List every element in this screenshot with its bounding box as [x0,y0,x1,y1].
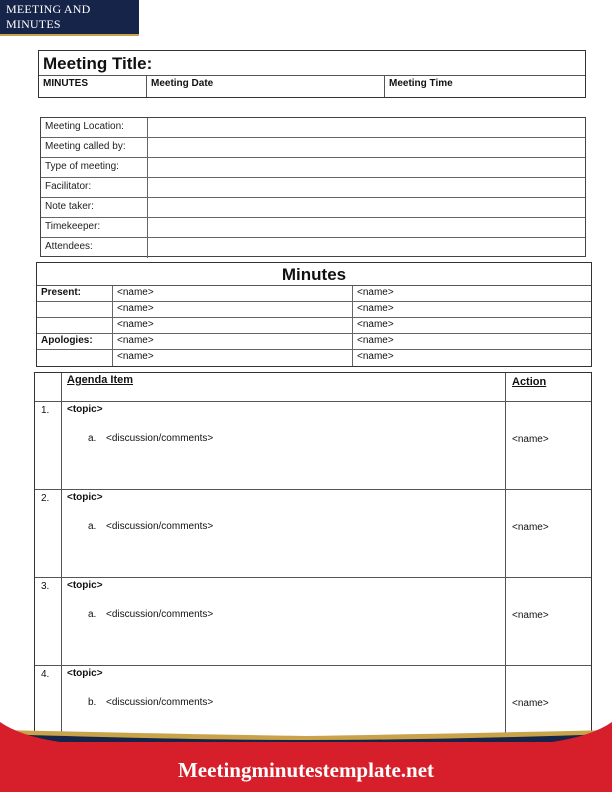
action-header: Action [512,376,547,388]
agenda-header-num [35,373,62,401]
info-value-field[interactable] [148,158,585,177]
info-label: Meeting called by: [41,138,148,157]
footer-website-text[interactable]: Meetingminutestemplate.net [177,758,435,782]
minutes-row [37,350,591,366]
agenda-topic: <topic> [67,668,103,679]
action-cell[interactable]: <name> [512,434,549,445]
sub-item-letter: b. [88,697,97,708]
meeting-title-table [38,50,586,98]
agenda-row [35,402,591,490]
minutes-row [37,334,591,350]
agenda-item-cell[interactable] [62,490,506,577]
minutes-row-label [37,318,113,333]
discussion-text: <discussion/comments> [106,609,214,620]
action-cell[interactable]: <name> [512,522,549,533]
name-cell[interactable]: <name> [357,335,394,346]
info-label: Meeting Location: [41,118,148,137]
minutes-table [36,262,592,367]
info-value-field[interactable] [148,118,585,137]
minutes-heading: Minutes [37,263,591,286]
header-badge [0,0,139,36]
info-row [41,238,585,258]
minutes-row-label: Present: [37,286,113,301]
info-value-field[interactable] [148,138,585,157]
sub-item-letter: a. [88,521,97,532]
meeting-time-label: Meeting Time [389,78,453,89]
minutes-row-label: Apologies: [37,334,113,349]
info-value-field[interactable] [148,218,585,237]
discussion-text: <discussion/comments> [106,433,214,444]
agenda-row [35,578,591,666]
info-row [41,198,585,218]
agenda-item-header: Agenda Item [62,373,506,401]
name-cell[interactable]: <name> [357,319,394,330]
discussion-text: <discussion/comments> [106,697,214,708]
agenda-topic: <topic> [67,492,103,503]
name-cell[interactable]: <name> [113,350,353,366]
name-cell[interactable]: <name> [113,286,353,301]
minutes-row [37,318,591,334]
name-cell[interactable]: <name> [113,302,353,317]
info-label: Timekeeper: [41,218,148,237]
info-row [41,138,585,158]
info-label: Attendees: [41,238,148,258]
action-cell[interactable]: <name> [512,698,549,709]
minutes-row-label [37,302,113,317]
name-cell[interactable]: <name> [113,318,353,333]
info-label: Facilitator: [41,178,148,197]
name-cell[interactable]: <name> [357,287,394,298]
agenda-number: 2. [35,490,62,577]
name-cell[interactable]: <name> [357,351,394,362]
agenda-header-row [35,373,591,402]
discussion-text: <discussion/comments> [106,521,214,532]
meeting-info-table [40,117,586,257]
action-cell[interactable]: <name> [512,610,549,621]
agenda-table [34,372,592,740]
minutes-row-label [37,350,113,366]
info-label: Note taker: [41,198,148,217]
info-value-field[interactable] [148,238,585,258]
badge-text: MEETING AND MINUTES [6,2,91,31]
agenda-number: 3. [35,578,62,665]
agenda-row [35,490,591,578]
name-cell[interactable]: <name> [113,334,353,349]
name-cell[interactable]: <name> [357,303,394,314]
agenda-item-cell[interactable] [62,578,506,665]
agenda-number: 1. [35,402,62,489]
info-row [41,178,585,198]
info-row [41,118,585,138]
minutes-row [37,302,591,318]
minutes-label: MINUTES [39,76,147,97]
minutes-row [37,286,591,302]
title-subrow [39,76,585,97]
info-value-field[interactable] [148,198,585,217]
info-value-field[interactable] [148,178,585,197]
info-row [41,218,585,238]
info-row [41,158,585,178]
agenda-topic: <topic> [67,404,103,415]
agenda-topic: <topic> [67,580,103,591]
sub-item-letter: a. [88,609,97,620]
agenda-number: 4. [35,666,62,740]
meeting-date-label: Meeting Date [147,76,385,97]
info-label: Type of meeting: [41,158,148,177]
sub-item-letter: a. [88,433,97,444]
agenda-item-cell[interactable] [62,402,506,489]
meeting-title: Meeting Title: [39,51,585,76]
